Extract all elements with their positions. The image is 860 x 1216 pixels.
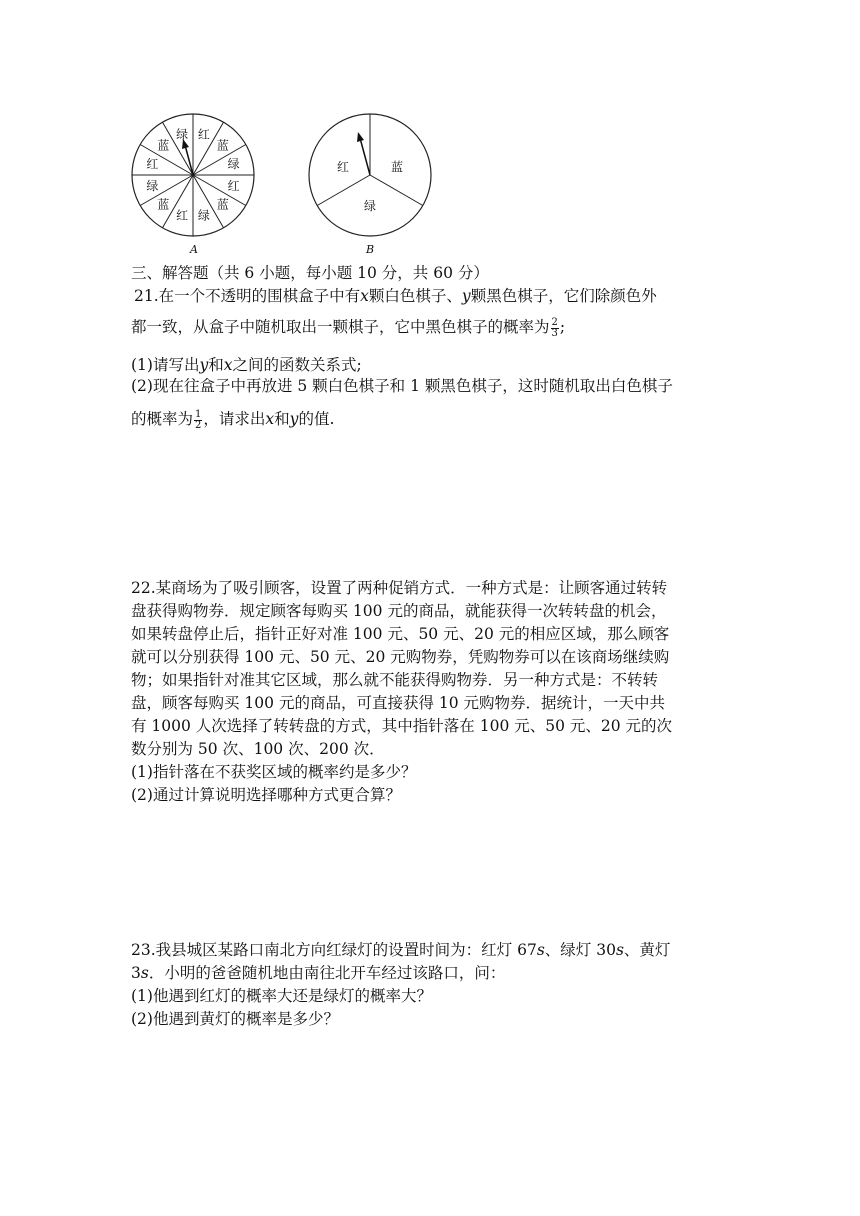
fraction-one-half: $\frac{1}{2}$: [195, 408, 202, 431]
spinner-a-label: 红: [146, 157, 159, 172]
spinner-a-label: 红: [176, 208, 189, 223]
q22-line-4: 就可以分别获得 100 元、50 元、20 元购物券，凭购物券可以在该商场继续购: [131, 648, 670, 666]
q21-part-2-cont: 的概率为 $\frac{1}{2}$ ，请求出x和y的值.: [131, 408, 335, 431]
spinner-b-label-green: 绿: [364, 199, 377, 213]
spinner-b-label-blue: 蓝: [391, 160, 404, 174]
spinner-a-label: 红: [227, 178, 240, 193]
spinner-figure-b: [303, 108, 437, 258]
section-heading: 三、解答题（共 6 小题，每小题 10 分，共 60 分）: [131, 264, 489, 282]
spinner-a-label: 蓝: [216, 138, 229, 153]
q23-part-2: (2)他遇到黄灯的概率是多少？: [131, 1010, 339, 1028]
q22-line-8: 数分别为 50 次、100 次、200 次．: [131, 740, 385, 758]
spinner-a-label: 蓝: [157, 197, 170, 212]
spinner-a-caption: A: [190, 243, 198, 256]
q21-line-1: 21.在一个不透明的围棋盒子中有x颗白色棋子、y颗黑色棋子，它们除颜色外: [134, 287, 657, 305]
spinner-a-label: 蓝: [157, 138, 170, 153]
spinner-figure-a: [128, 108, 262, 258]
q22-line-3: 如果转盘停止后，指针正好对准 100 元、50 元、20 元的相应区域，那么顾客: [131, 625, 670, 643]
spinner-a-label: 绿: [146, 178, 159, 193]
spinner-b-caption: B: [366, 243, 375, 256]
q23-part-1: (1)他遇到红灯的概率大还是绿灯的概率大？: [131, 987, 432, 1005]
q23-line-2: 3s．小明的爸爸随机地由南往北开车经过该路口，问：: [131, 964, 506, 982]
q21-part-1: (1)请写出y和x之间的函数关系式;: [131, 356, 362, 374]
spinner-a-label: 红: [197, 127, 210, 142]
q22-line-2: 盘获得购物券．规定顾客每购买 100 元的商品，就能获得一次转转盘的机会，: [131, 602, 667, 620]
q22-part-2: (2)通过计算说明选择哪种方式更合算？: [131, 786, 401, 804]
q22-line-5: 物；如果指针对准其它区域，那么就不能获得购物券．另一种方式是：不转转: [131, 671, 659, 689]
q22-line-1: 22.某商场为了吸引顾客，设置了两种促销方式．一种方式是：让顾客通过转转: [131, 579, 668, 597]
spinner-a-label: 绿: [176, 127, 189, 142]
spinner-a-label: 绿: [197, 208, 210, 223]
spinner-a-label: 绿: [227, 157, 240, 172]
q22-line-6: 盘，顾客每购买 100 元的商品，可直接获得 10 元购物券．据统计，一天中共: [131, 694, 666, 712]
q21-part-2: (2)现在往盒子中再放进 5 颗白色棋子和 1 颗黑色棋子，这时随机取出白色棋子: [131, 377, 673, 395]
spinner-b-label-red: 红: [337, 160, 350, 174]
q22-line-7: 有 1000 人次选择了转转盘的方式，其中指针落在 100 元、50 元、20 元的次: [131, 717, 673, 735]
spinner-a-label: 蓝: [216, 197, 229, 212]
q21-line-2: 都一致，从盒子中随机取出一颗棋子，它中黑色棋子的概率为 $\frac{2}{3}$ ;: [131, 316, 566, 339]
q22-part-1: (1)指针落在不获奖区域的概率约是多少？: [131, 763, 417, 781]
q23-line-1: 23.我县城区某路口南北方向红绿灯的设置时间为：红灯 67s、绿灯 30s、黄灯: [131, 941, 671, 959]
fraction-two-thirds: $\frac{2}{3}$: [551, 316, 558, 339]
